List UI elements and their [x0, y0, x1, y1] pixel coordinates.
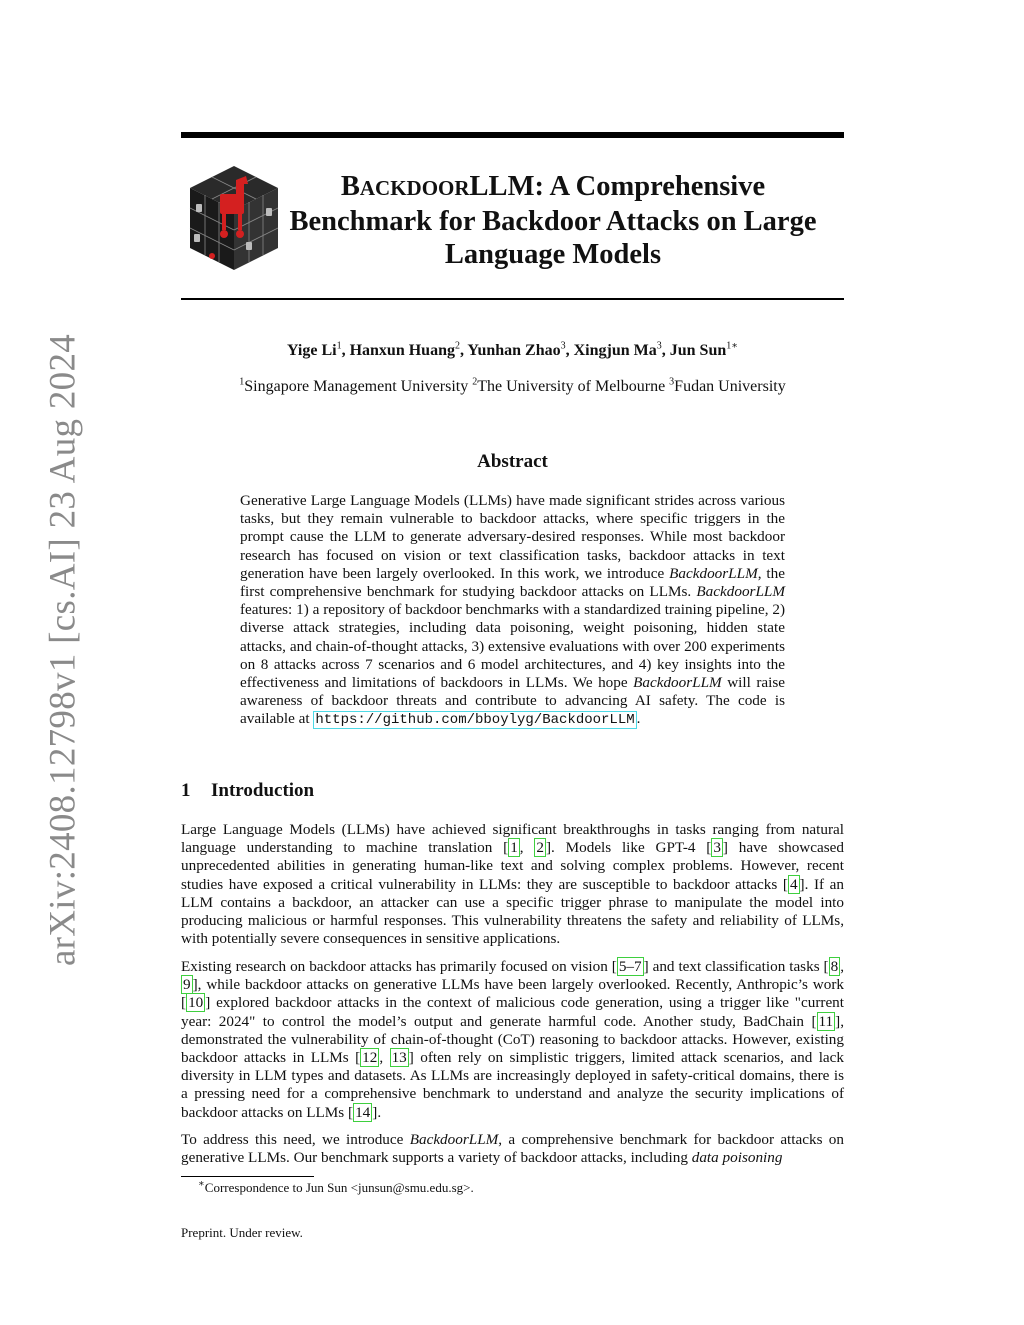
top-rule	[181, 132, 844, 138]
citation-link[interactable]: 2	[536, 839, 544, 857]
author-affil-sup: 3	[656, 340, 662, 352]
preprint-note: Preprint. Under review.	[181, 1225, 303, 1240]
text-span: ,	[379, 1049, 390, 1067]
title-bottom-rule	[181, 298, 844, 300]
text-span: ,	[519, 839, 535, 857]
abstract-span: Generative Large Language Models (LLMs) have made significant strides across various tasks, but they remain vulnerable to backdoor attacks, where specific triggers in the prompt cause the LLM to generate adversary-desired responses. While most backdoor research has focused on vision or text classification tasks, backdoor attacks in text generation have been largely overlooked. In this work, we introduce	[240, 492, 785, 582]
abstract-emphasis: BackdoorLLM	[696, 583, 785, 601]
citation-link[interactable]: 13	[391, 1049, 407, 1067]
citation-number: 5	[618, 958, 627, 975]
author-affil-sup: 1	[336, 340, 342, 352]
text-span: ]. Models like GPT-4 [	[545, 839, 712, 857]
affiliations	[181, 377, 844, 397]
text-span: ] explored backdoor attacks in the context of malicious code generation, using a trigger like "current year: 2024" to control the model’s output and generate harmful code. Another study, BadChain [	[181, 994, 844, 1030]
citation-range-dash: –	[626, 958, 634, 975]
citation-link[interactable]: 10	[188, 994, 204, 1012]
text-span: ], demonstrated the vulnerability of chain-of-thought (CoT) reasoning to backdoor attacks. However, existing backdoor attacks in LLMs [	[181, 1012, 844, 1067]
arxiv-sidebar-id: arXiv:2408.12798v1 [cs.AI] 23 Aug 2024	[42, 333, 84, 967]
abstract-span: features: 1) a repository of backdoor benchmarks with a standardized training pipeline, 2) diverse attack strategies, including data poisoning, weight poisoning, hidden state attacks, and chain-of-thought attacks, 3) extensive evaluations with over 200 experiments on 8 attacks across 7 scenarios and 6 model architectures, and 4) key insights into the effectiveness and limitations of backdoors in LLMs. We hope	[240, 601, 785, 692]
code-url-link[interactable]: https://github.com/bboylyg/BackdoorLLM	[315, 712, 635, 729]
text-span: ] and text classification tasks [	[643, 958, 829, 975]
backdoor-cube-logo-icon	[186, 164, 282, 272]
section-heading	[181, 779, 314, 803]
citation-link[interactable]: 8	[830, 958, 839, 975]
text-span: ].	[372, 1103, 382, 1121]
footnote-mark: ∗	[198, 1178, 205, 1190]
abstract-span: .	[636, 710, 641, 728]
title-smallcaps-initial: B	[340, 171, 360, 202]
abstract-span: , the first comprehensive benchmark for studying backdoor attacks on LLMs.	[240, 564, 785, 601]
text-span: ] often rely on simplistic triggers, limited attack scenarios, and lack diversity in LLM types and datasets. As LLMs are increasingly deployed in safety-critical domains, there is a pressing need for a comprehensive benchmark to understand and analyze the security implications of backdoor attacks on LLMs [	[181, 1049, 845, 1121]
title-line3: Language Models	[444, 239, 662, 270]
citation-number: 7	[634, 958, 642, 975]
citation-link[interactable]: 4	[789, 875, 798, 893]
text-emphasis: BackdoorLLM	[409, 1131, 499, 1148]
text-span: To address this need, we introduce	[181, 1131, 410, 1148]
text-emphasis: data poisoning	[691, 1149, 783, 1167]
footnote-rule	[181, 1176, 314, 1177]
text-span: ] have showcased unprecedented abilities in generating human-like text and solving complex problems. However, recent studies have exposed a critical vulnerability in LLMs: they are susceptible to backdoor attacks [	[181, 839, 844, 893]
affil-sup: 2	[472, 376, 478, 388]
citation-link[interactable]: 3	[713, 839, 721, 857]
title-line2: Benchmark for Backdoor Attacks on Large	[289, 206, 817, 237]
author-list: Yige Li$^1$, Hanxun Huang$^2$, Yunhan Zhao$^3$, Xingjun Ma$^3$, Jun Sun$^{1∗}$	[286, 340, 739, 359]
text-span: , a comprehensive benchmark for backdoor attacks on generative LLMs. Our benchmark supports a variety of backdoor attacks, including	[181, 1131, 844, 1167]
abstract-emphasis: BackdoorLLM	[669, 564, 758, 582]
citation-link[interactable]: 11	[818, 1012, 834, 1030]
author-affil-sup: 1∗	[726, 340, 739, 352]
text-span: Large Language Models (LLMs) have achieved significant breakthroughs in tasks ranging from natural language understanding to machine translation [	[181, 821, 844, 857]
affiliation: Singapore Management University	[244, 378, 469, 395]
citation-link[interactable]	[617, 957, 644, 976]
intro-paragraph-1	[181, 821, 844, 948]
intro-paragraph-3	[181, 1131, 844, 1167]
affiliation: Fudan University	[674, 378, 786, 395]
paper-title	[282, 170, 824, 271]
text-span: Existing research on backdoor attacks has primarily focused on vision [	[181, 958, 617, 975]
affiliation: The University of Melbourne	[477, 378, 666, 395]
text-span: ,	[840, 958, 844, 975]
author-name: Xingjun Ma	[573, 342, 657, 359]
footnote	[198, 1180, 474, 1196]
author-affil-sup: 2	[454, 340, 460, 352]
section-number: 1	[181, 780, 191, 801]
abstract-emphasis: BackdoorLLM	[633, 674, 722, 692]
author-name: Yige Li	[286, 342, 337, 359]
title-line1-rest: : A Comprehensive	[534, 171, 766, 202]
citation-link[interactable]: 1	[510, 839, 518, 857]
affil-sup: 3	[669, 376, 675, 388]
abstract-span: will raise awareness of backdoor threats and contribute to advancing AI safety. The code is available at	[240, 674, 785, 728]
title-smallcaps-rest: ACKDOOR	[359, 176, 470, 200]
author-name: Jun Sun	[669, 342, 727, 359]
affil-sup: 1	[239, 376, 245, 388]
citation-link[interactable]: 12	[362, 1049, 378, 1067]
title-llm: LLM	[469, 171, 535, 202]
author-affil-sup: 3	[560, 340, 566, 352]
citation-link[interactable]: 9	[183, 976, 191, 994]
abstract-heading: Abstract	[477, 451, 548, 472]
text-span: ]. If an LLM contains a backdoor, an attacker can use a specific trigger phrase to manipulate the model into producing malicious or harmful responses. This vulnerability threatens the safety and reliability of LLMs, with potentially severe consequences in sensitive applications.	[181, 875, 844, 948]
section-title: Introduction	[211, 780, 315, 801]
author-name: Hanxun Huang	[349, 342, 455, 359]
footnote-text: Correspondence to Jun Sun <junsun@smu.edu.sg>.	[204, 1180, 474, 1195]
text-span: ], while backdoor attacks on generative LLMs have been largely overlooked. Recently, Anthropic’s work [	[181, 976, 844, 1012]
abstract-text	[240, 492, 785, 730]
intro-paragraph-2	[181, 958, 844, 1122]
author-name: Yunhan Zhao	[467, 342, 561, 359]
citation-link[interactable]: 14	[355, 1103, 371, 1121]
